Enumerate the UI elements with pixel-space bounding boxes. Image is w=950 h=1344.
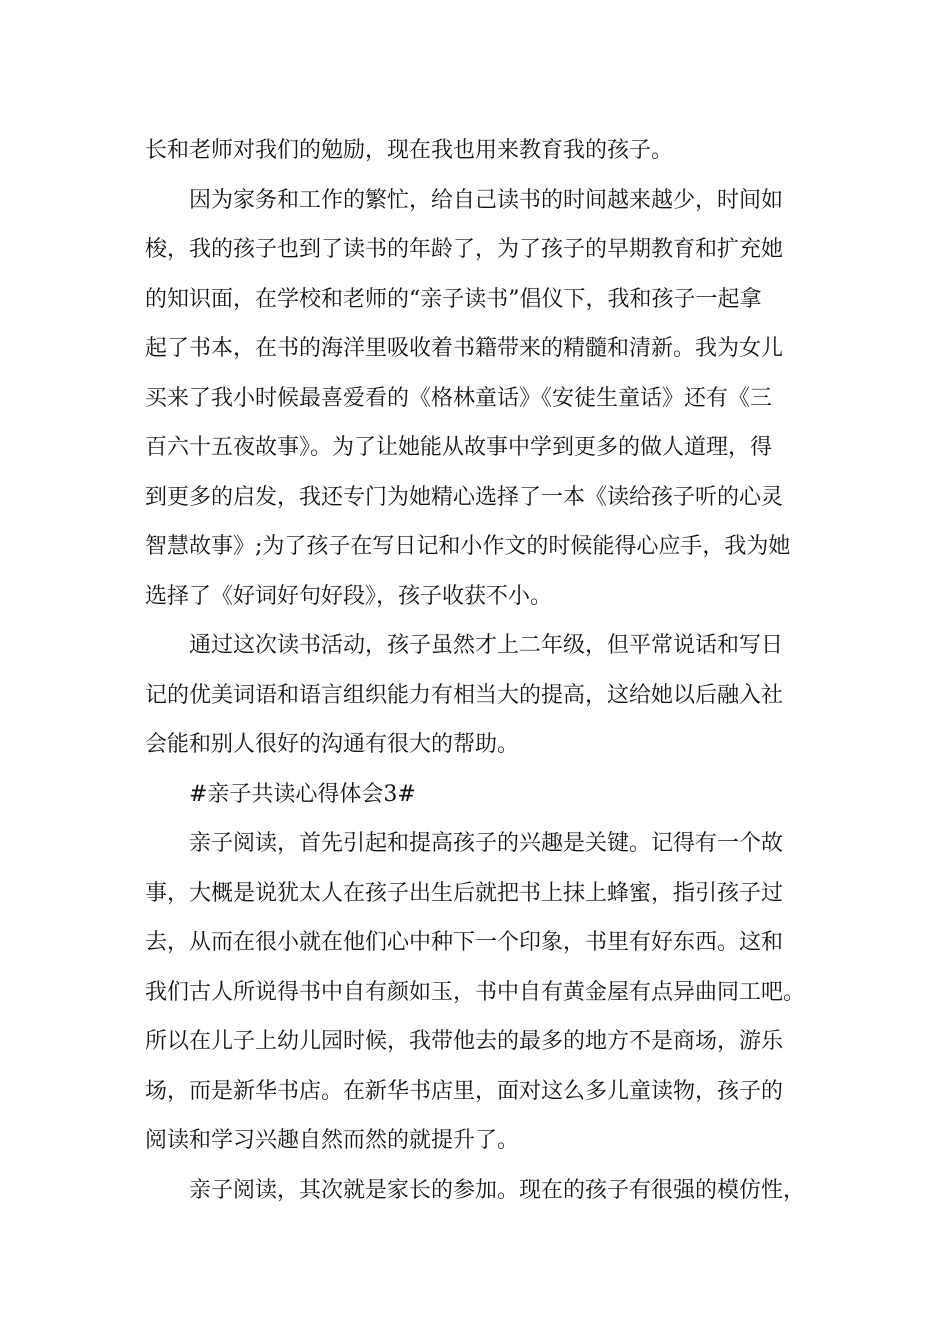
document-body (145, 126, 845, 1215)
paragraph (145, 126, 845, 176)
paragraph (145, 819, 845, 1166)
text-line: 去，从而在很小就在他们心中种下一个印象，书里有好东西。这和 (145, 930, 784, 955)
text-line: #亲子共读心得体会3# (189, 781, 416, 807)
text-line: 因为家务和工作的繁忙，给自己读书的时间越来越少，时间如 (189, 187, 784, 213)
text-line: 起了书本，在书的海洋里吸收着书籍带来的精髓和清新。我为女儿 (145, 336, 784, 361)
paragraph (145, 621, 845, 770)
text-line: 会能和别人很好的沟通有很大的帮助。 (145, 732, 520, 757)
text-line: 亲子阅读，首先引起和提高孩子的兴趣是关键。记得有一个故 (189, 831, 784, 856)
paragraph (145, 176, 845, 622)
text-line: 买来了我小时候最喜爱看的《格林童话》《安徒生童话》还有《三 (145, 385, 773, 411)
text-line: 的知识面，在学校和老师的“亲子读书”倡仪下，我和孩子一起拿 (145, 286, 762, 312)
text-line: 记的优美词语和语言组织能力有相当大的提高，这给她以后融入社 (145, 682, 784, 708)
text-line: 事，大概是说犹太人在孩子出生后就把书上抹上蜂蜜，指引孩子过 (145, 880, 784, 906)
text-line: 阅读和学习兴趣自然而然的就提升了。 (145, 1128, 520, 1153)
text-line: 所以在儿子上幼儿园时候，我带他去的最多的地方不是商场，游乐 (145, 1029, 784, 1054)
text-line: 智慧故事》;为了孩子在写日记和小作文的时候能得心应手，我为她 (145, 534, 791, 559)
text-line: 梭，我的孩子也到了读书的年龄了，为了孩子的早期教育和扩充她 (145, 237, 784, 262)
paragraph (145, 770, 845, 820)
text-line: 通过这次读书活动，孩子虽然才上二年级，但平常说话和写日 (189, 633, 784, 658)
text-line: 我们古人所说得书中自有颜如玉，书中自有黄金屋有点异曲同工吧。 (145, 979, 806, 1005)
paragraph (145, 1166, 845, 1216)
text-line: 百六十五夜故事》。为了让她能从故事中学到更多的做人道理，得 (145, 435, 773, 460)
text-line: 亲子阅读，其次就是家长的参加。现在的孩子有很强的模仿性， (189, 1177, 806, 1203)
text-line: 长和老师对我们的勉励，现在我也用来教育我的孩子。 (145, 138, 674, 163)
text-line: 场，而是新华书店。在新华书店里，面对这么多儿童读物，孩子的 (145, 1078, 784, 1104)
text-line: 到更多的启发，我还专门为她精心选择了一本《读给孩子听的心灵 (145, 484, 784, 510)
text-line: 选择了《好词好句好段》，孩子收获不小。 (145, 583, 553, 609)
